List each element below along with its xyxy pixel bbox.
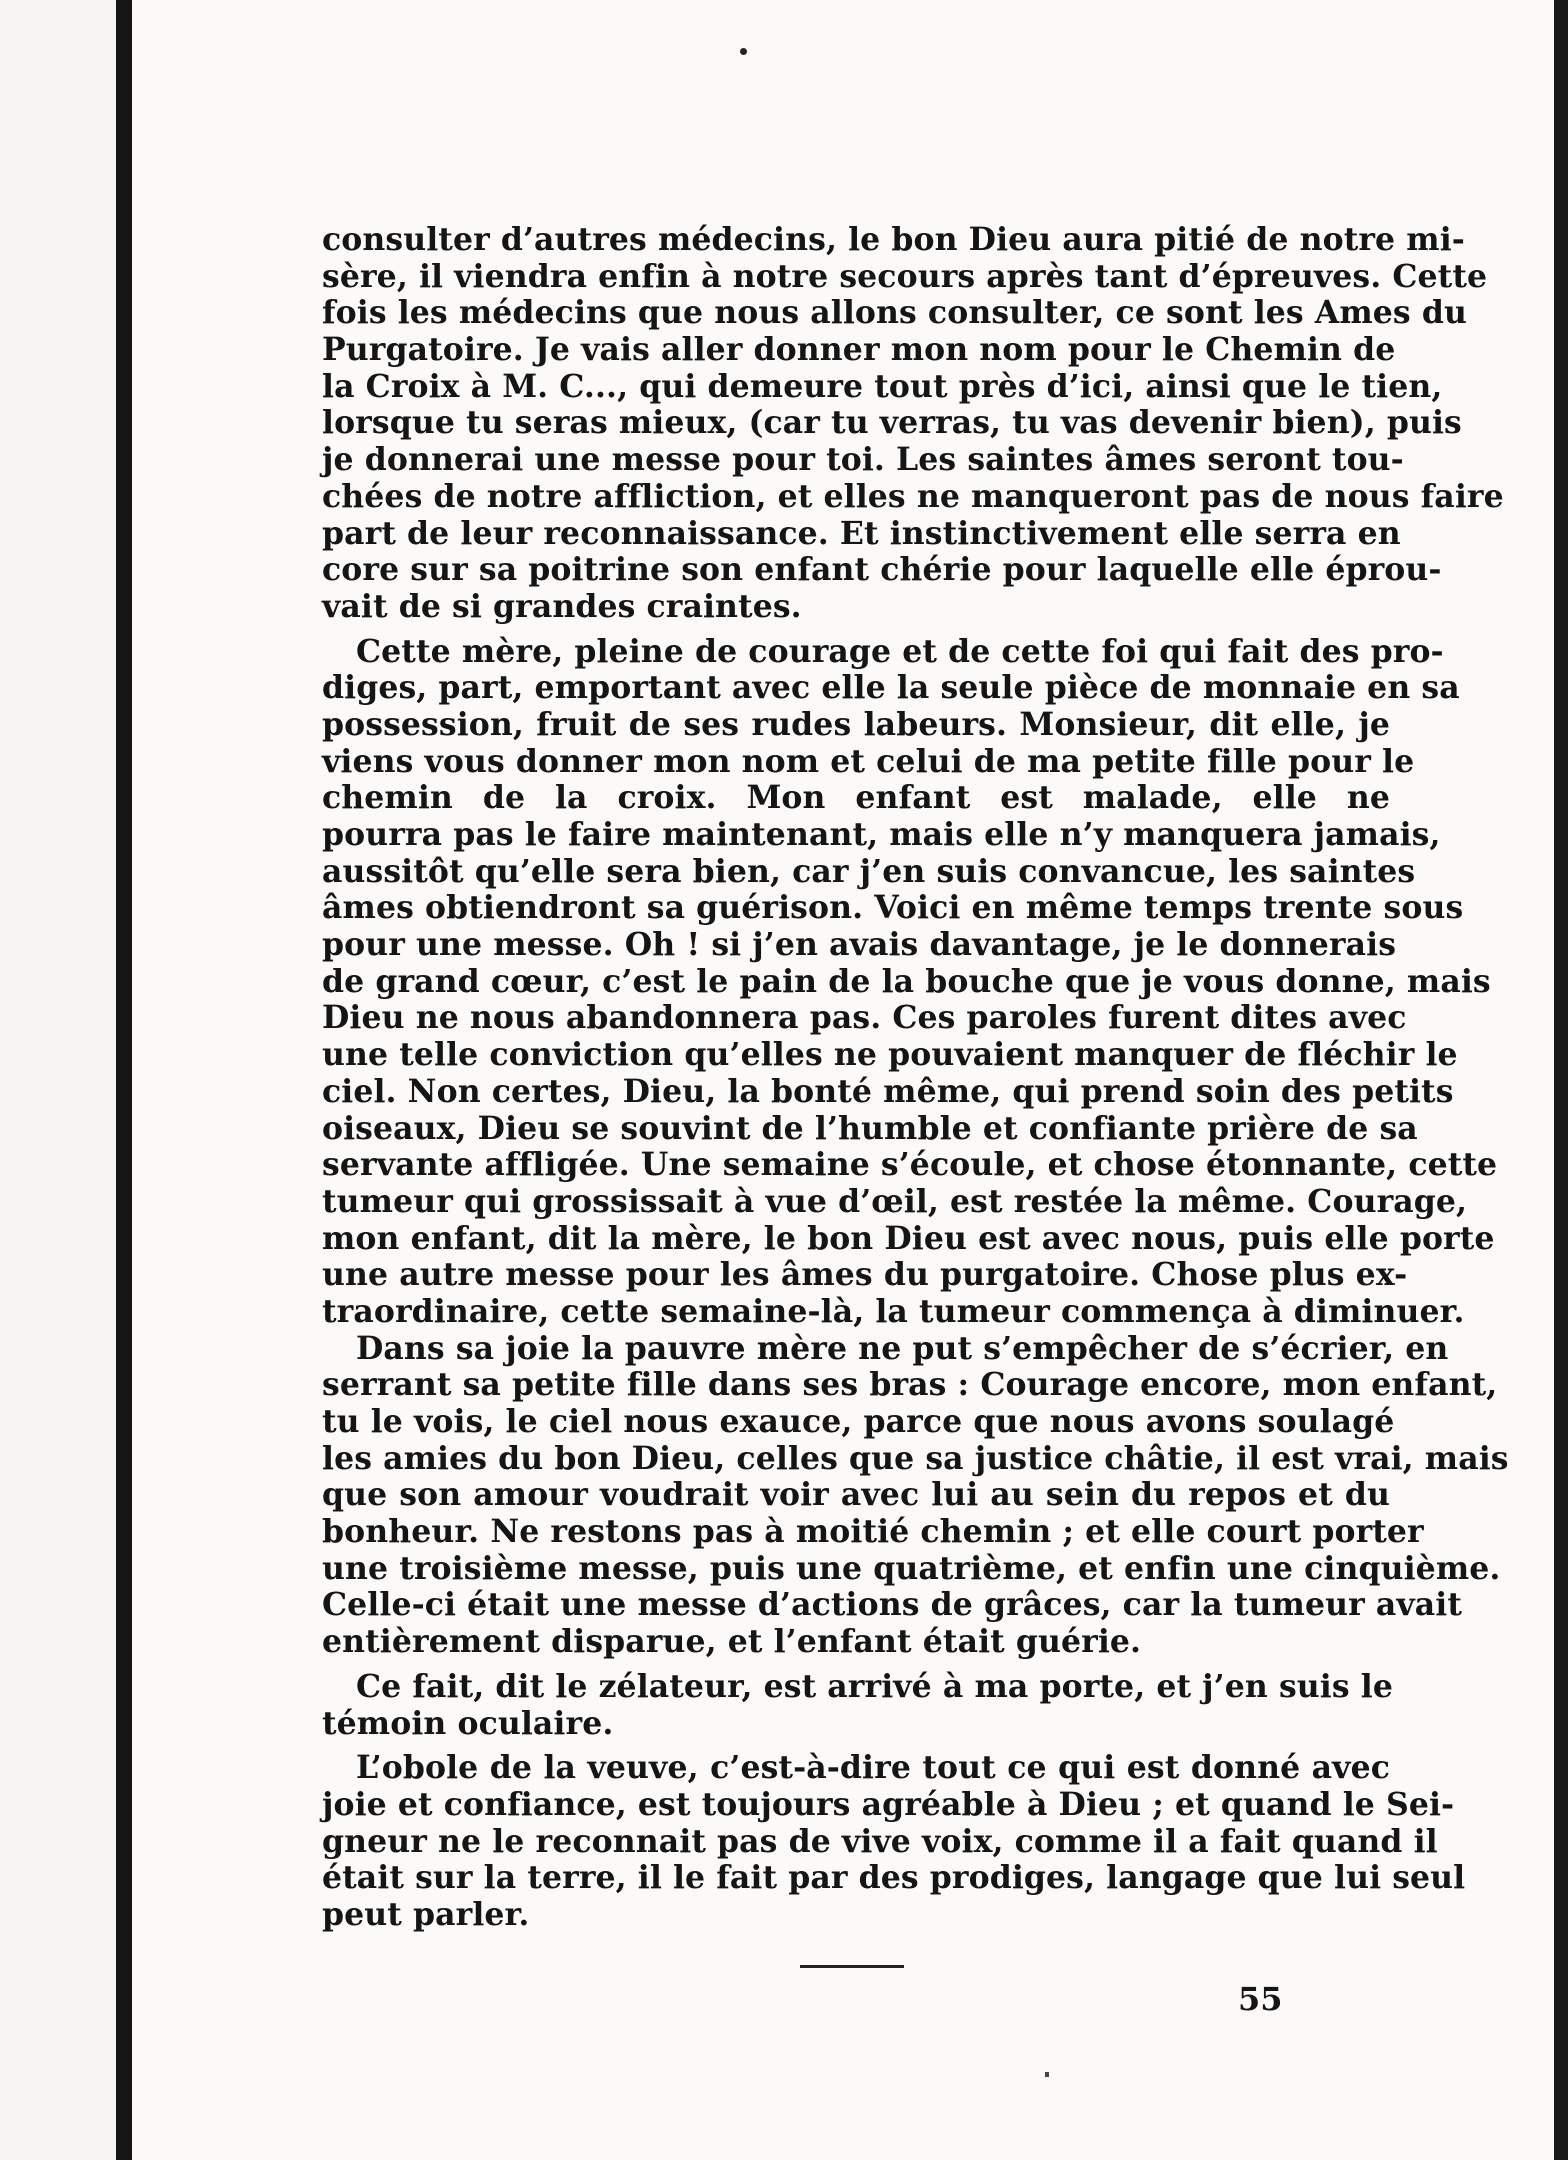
text-line: Dans sa joie la pauvre mère ne put s’empêcher de s’écrier, en bbox=[356, 1329, 1449, 1367]
text-line: servante affligée. Une semaine s’écoule, et chose étonnante, cette bbox=[322, 1146, 1498, 1184]
text-line: de grand cœur, c’est le pain de la bouche que je vous donne, mais bbox=[322, 962, 1491, 1000]
text-line: Dieu ne nous abandonnera pas. Ces paroles furent dites avec bbox=[322, 999, 1407, 1037]
text-line: Purgatoire. Je vais aller donner mon nom pour le Chemin de bbox=[322, 331, 1396, 369]
text-line: une autre messe pour les âmes du purgatoire. Chose plus ex- bbox=[322, 1256, 1408, 1294]
text-line: mon enfant, dit la mère, le bon Dieu est avec nous, puis elle porte bbox=[322, 1219, 1495, 1257]
right-page-edge bbox=[1554, 0, 1568, 2160]
text-line: pour une messe. Oh ! si j’en avais davantage, je le donnerais bbox=[322, 926, 1397, 964]
text-line: serrant sa petite fille dans ses bras : Courage encore, mon enfant, bbox=[322, 1366, 1498, 1404]
text-line: vait de si grandes craintes. bbox=[322, 587, 802, 625]
text-line: âmes obtiendront sa guérison. Voici en même temps trente sous bbox=[322, 889, 1464, 927]
text-line: core sur sa poitrine son enfant chérie pour laquelle elle éprou- bbox=[322, 551, 1442, 589]
paragraph bbox=[322, 632, 1498, 1331]
text-line: était sur la terre, il le fait par des prodiges, langage que lui seul bbox=[322, 1859, 1466, 1897]
text-line: diges, part, emportant avec elle la seule pièce de monnaie en sa bbox=[322, 669, 1460, 707]
text-line: tu le vois, le ciel nous exauce, parce que nous avons soulagé bbox=[322, 1403, 1395, 1440]
text-line: joie et confiance, est toujours agréable à Dieu ; et quand le Sei- bbox=[322, 1785, 1455, 1823]
text-line: que son amour voudrait voir avec lui au sein du repos et du bbox=[322, 1476, 1390, 1514]
text-line: entièrement disparue, et l’enfant était guérie. bbox=[322, 1623, 1142, 1661]
text-line: tumeur qui grossissait à vue d’œil, est restée la même. Courage, bbox=[322, 1182, 1468, 1220]
text-line: lorsque tu seras mieux, (car tu verras, tu vas devenir bien), puis bbox=[322, 404, 1462, 442]
paragraph bbox=[322, 1667, 1393, 1742]
text-line: viens vous donner mon nom et celui de ma petite fille pour le bbox=[322, 742, 1415, 780]
ink-speck bbox=[1045, 2072, 1049, 2077]
binding-edge bbox=[116, 0, 132, 2160]
text-line: Cette mère, pleine de courage et de cette foi qui fait des pro- bbox=[356, 632, 1444, 670]
ink-speck bbox=[740, 48, 747, 55]
left-margin bbox=[0, 0, 116, 2160]
section-rule bbox=[800, 1965, 904, 1968]
text-line: la Croix à M. C..., qui demeure tout près d’ici, ainsi que le tien, bbox=[322, 367, 1443, 405]
text-line: sère, il viendra enfin à notre secours après tant d’épreuves. Cette bbox=[322, 257, 1488, 295]
text-line: une telle conviction qu’elles ne pouvaient manquer de fléchir le bbox=[322, 1036, 1458, 1074]
text-line: oiseaux, Dieu se souvint de l’humble et confiante prière de sa bbox=[322, 1109, 1418, 1147]
text-line: Ce fait, dit le zélateur, est arrivé à ma porte, et j’en suis le bbox=[356, 1667, 1393, 1705]
text-line: L’obole de la veuve, c’est-à-dire tout ce qui est donné avec bbox=[356, 1749, 1390, 1787]
paragraph bbox=[322, 1749, 1466, 1933]
text-line: traordinaire, cette semaine-là, la tumeur commença à diminuer. bbox=[322, 1292, 1465, 1330]
text-line: les amies du bon Dieu, celles que sa justice châtie, il est vrai, mais bbox=[322, 1439, 1509, 1477]
text-line: ciel. Non certes, Dieu, la bonté même, qui prend soin des petits bbox=[322, 1072, 1454, 1110]
text-line: une troisième messe, puis une quatrième, et enfin une cinquième. bbox=[322, 1549, 1501, 1587]
text-line: consulter d’autres médecins, le bon Dieu aura pitié de notre mi- bbox=[322, 221, 1465, 258]
page-number: 55 bbox=[1238, 1980, 1283, 2018]
paragraph bbox=[322, 1329, 1509, 1661]
text-line: bonheur. Ne restons pas à moitié chemin ; et elle court porter bbox=[322, 1513, 1424, 1551]
text-line: possession, fruit de ses rudes labeurs. Monsieur, dit elle, je bbox=[322, 705, 1390, 743]
text-line: chées de notre affliction, et elles ne manqueront pas de nous faire bbox=[322, 477, 1504, 515]
text-line: pourra pas le faire maintenant, mais elle n’y manquera jamais, bbox=[322, 816, 1441, 853]
page-body-text bbox=[322, 221, 1509, 1934]
text-line: témoin oculaire. bbox=[322, 1704, 614, 1742]
paragraph bbox=[322, 221, 1504, 626]
text-line: Celle-ci était une messe d’actions de grâces, car la tumeur avait bbox=[322, 1586, 1463, 1624]
text-line: aussitôt qu’elle sera bien, car j’en suis convancue, les saintes bbox=[322, 852, 1416, 890]
text-line: chemin de la croix. Mon enfant est malade, elle ne bbox=[322, 779, 1390, 817]
text-line: fois les médecins que nous allons consulter, ce sont les Ames du bbox=[322, 294, 1467, 332]
text-line: part de leur reconnaissance. Et instinctivement elle serra en bbox=[322, 514, 1401, 552]
text-line: peut parler. bbox=[322, 1895, 530, 1933]
text-line: je donnerai une messe pour toi. Les saintes âmes seront tou- bbox=[322, 441, 1404, 479]
text-line: gneur ne le reconnait pas de vive voix, comme il a fait quand il bbox=[322, 1822, 1438, 1860]
